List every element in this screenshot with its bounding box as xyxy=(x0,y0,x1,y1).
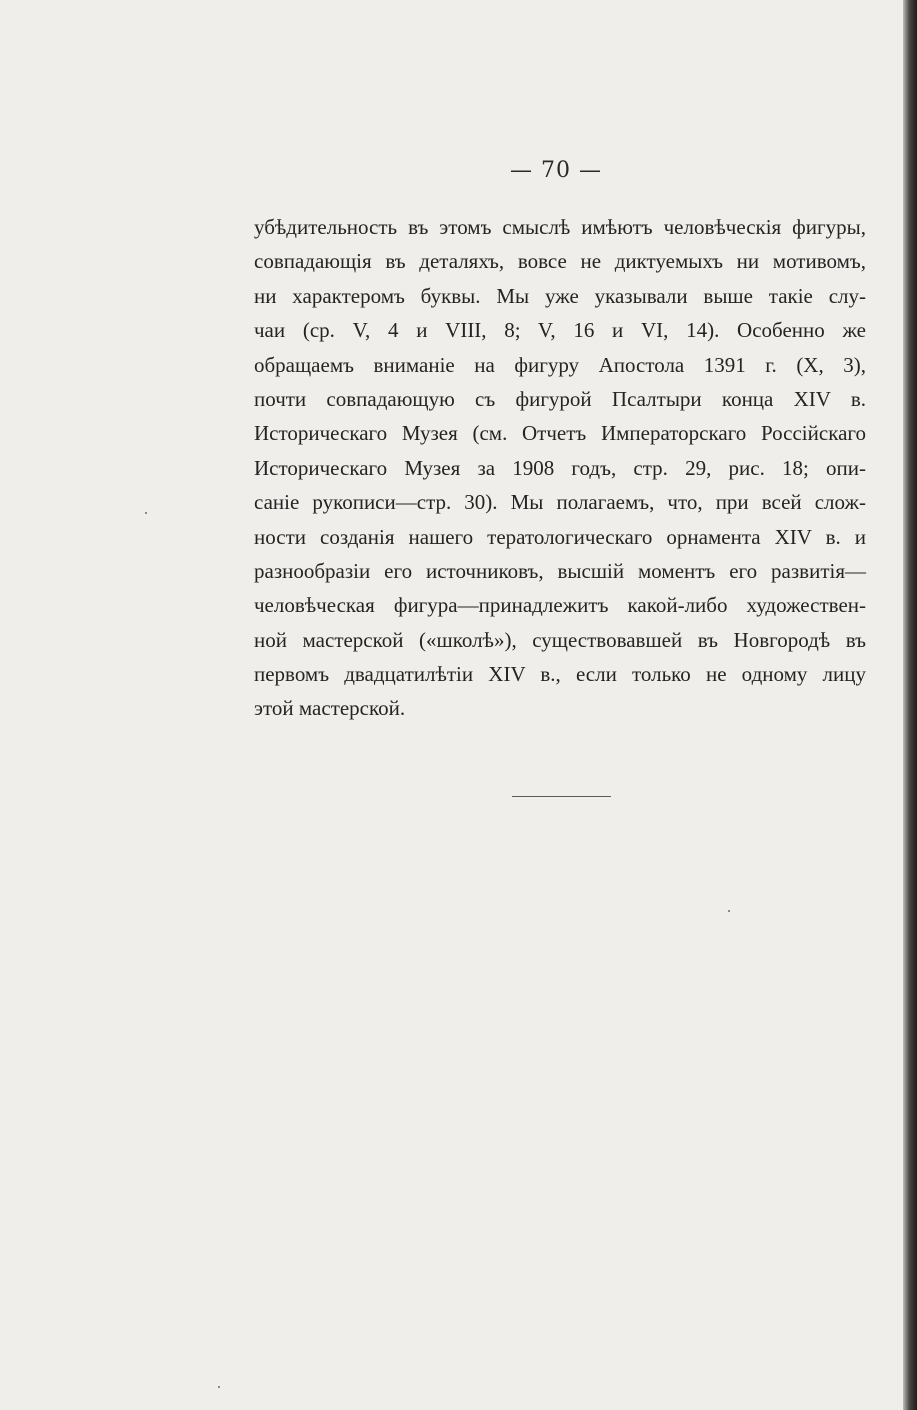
text-line: человѣческая фигура—принадлежитъ какой-либо художествен- xyxy=(254,593,866,618)
paper-speck xyxy=(728,910,730,912)
text-line: убѣдительность въ этомъ смыслѣ имѣютъ человѣческія фигуры, xyxy=(254,215,866,239)
text-line: разнообразіи его источниковъ, высшій моментъ его развитія— xyxy=(254,558,866,583)
section-divider xyxy=(512,796,611,797)
text-line: ни характеромъ буквы. Мы уже указывали выше такіе слу- xyxy=(254,283,866,308)
text-line: чаи (ср. V, 4 и VIII, 8; V, 16 и VI, 14). Особенно же xyxy=(254,318,866,343)
text-line: саніе рукописи—стр. 30). Мы полагаемъ, что, при всей слож- xyxy=(254,490,866,515)
text-line: первомъ двадцатилѣтіи XIV в., если только не одному лицу xyxy=(254,662,866,687)
paper-speck xyxy=(218,1386,220,1388)
text-line: почти совпадающую съ фигурой Псалтыри конца XIV в. xyxy=(254,386,866,411)
text-line: Историческаго Музея за 1908 годъ, стр. 29, рис. 18; опи- xyxy=(254,455,866,480)
page-number: — 70 — xyxy=(510,158,602,183)
text-line: ной мастерской («школѣ»), существовавшей въ Новгородѣ въ xyxy=(254,627,866,652)
page-edge-shadow xyxy=(903,0,917,1410)
text-line: ности созданія нашего тератологическаго орнамента XIV в. и xyxy=(254,524,866,549)
paper-speck xyxy=(145,512,147,514)
body-paragraph xyxy=(254,210,866,726)
text-line: Историческаго Музея (см. Отчетъ Императорскаго Россійскаго xyxy=(254,421,866,446)
text-line: обращаемъ вниманіе на фигуру Апостола 1391 г. (X, 3), xyxy=(254,352,866,377)
text-line: совпадающія въ деталяхъ, вовсе не диктуемыхъ ни мотивомъ, xyxy=(254,249,866,274)
text-line-last: этой мастерской. xyxy=(254,696,406,721)
